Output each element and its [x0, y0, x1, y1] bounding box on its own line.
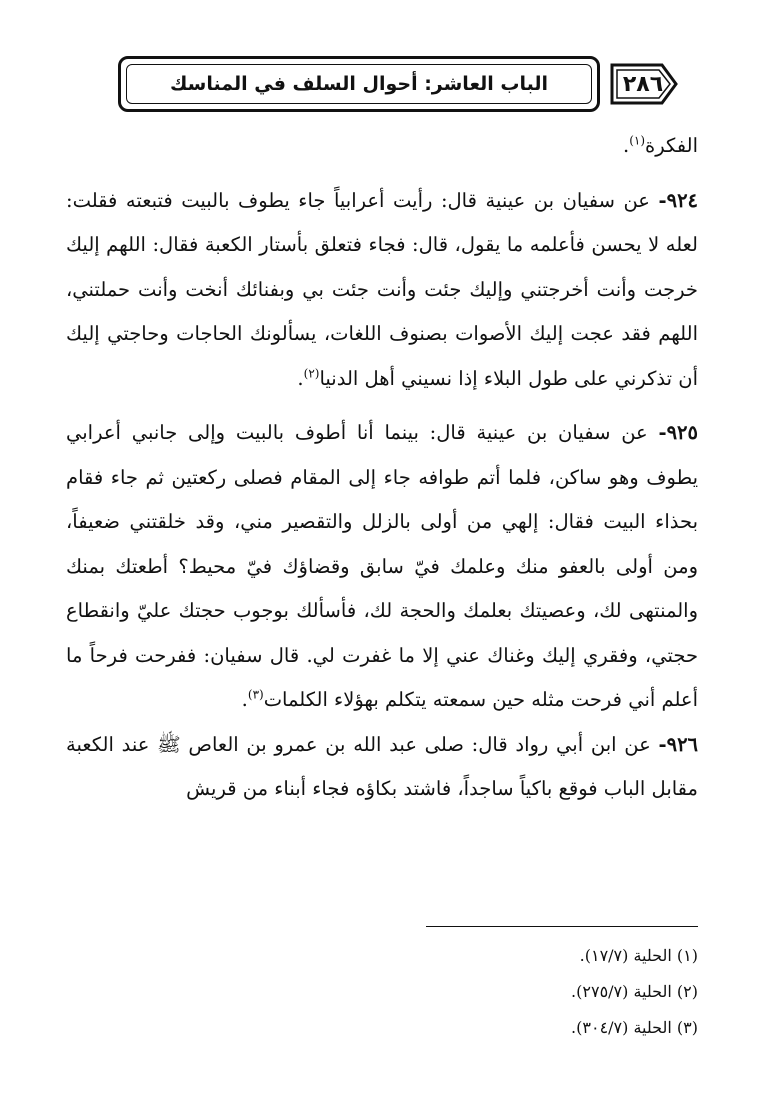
narration-number: ٩٢٦- — [658, 732, 699, 756]
narration-number: ٩٢٥- — [658, 421, 698, 444]
chapter-title-frame — [118, 56, 600, 112]
footnote-divider — [426, 926, 698, 927]
paragraph-text: عند الكعبة مقابل الباب فوقع باكياً ساجداً، فاشتد بكاؤه فجاء أبناء من قريش — [66, 732, 698, 800]
paragraph-continuation: الفكرة$^{(١)}$. — [623, 133, 698, 157]
footnote-ref: (١) — [629, 133, 646, 148]
footnote: (١) الحلية (١٧/٧). — [579, 946, 698, 965]
narration-number: ٩٢٤- — [658, 188, 699, 212]
narration-925: ٩٢٥- عن سفيان بن عينية قال: بينما أنا أطوف بالبيت وإلى جانبي أعرابي يطوف وهو ساكن، فلما أتم طوافه جاء إلى المقام فصلى ركعتين ثم جاء فقام بحذاء البيت فقال: إلهي من أولى بالزلل والتقصير مني، وقد خلقتني ضعيفاً، ومن أولى بالعفو منك وعلمك فيّ سابق وقضاؤك فيّ محيط؟ أطعتك بمنك والمنتهى لك، وعصيتك بعلمك والحجة لك، فأسألك بوجوب حجتك عليّ وانقطاع حجتي، وفقري إليك وغناك عني إلا ما غفرت لي. قال سفيان: ففرحت فرحاً ما أعلم أني فرحت مثله حين سمعته يتكلم بهؤلاء الكلمات$^{(٣)}$. — [66, 421, 698, 711]
chapter-title: الباب العاشر: أحوال السلف في المناسك — [126, 64, 592, 104]
narration-924: ٩٢٤- عن سفيان بن عينية قال: رأيت أعرابياً جاء يطوف بالبيت فتبعته فقلت: لعله لا يحسن فأعلمه ما يقول، قال: فجاء فتعلق بأستار الكعبة فقال: اللهم إليك خرجت وأنت أخرجتني وإليك جئت وأنت جئت بي وبفنائك أنخت وأنت حملتني، اللهم فقد عجت إليك الأصوات بصنوف اللغات، يسألونك الحاجات وحاجتي إليك أن تذكرني على طول البلاء إذا نسيني أهل الدنيا$^{(٢)}$. — [66, 188, 699, 390]
footnote: (٢) الحلية (٢٧٥/٧). — [571, 982, 698, 1001]
footnote-ref: (٣) — [247, 687, 264, 702]
page-header — [118, 56, 693, 116]
narration-926 — [66, 723, 698, 812]
paragraph-text: عن ابن أبي رواد قال: صلى عبد الله بن عمرو بن العاص — [188, 732, 651, 756]
paragraph-text: عن سفيان بن عينية قال: بينما أنا أطوف بالبيت وإلى جانبي أعرابي يطوف وهو ساكن، فلما أتم طوافه جاء إلى المقام فصلى ركعتين ثم جاء فقام بحذاء البيت فقال: إلهي من أولى بالزلل والتقصير مني، وقد خلقتني ضعيفاً، ومن أولى بالعفو منك وعلمك فيّ سابق وقضاؤك فيّ محيط؟ أطعتك بمنك والمنتهى لك، وعصيتك بعلمك والحجة لك، فأسألك بوجوب حجتك عليّ وانقطاع حجتي، وفقري إليك وغناك عني إلا ما غفرت لي. قال سفيان: ففرحت فرحاً ما أعلم أني فرحت مثله حين سمعته يتكلم بهؤلاء الكلمات — [66, 421, 698, 711]
paragraph-text: الفكرة — [645, 134, 698, 157]
footnotes — [66, 938, 698, 1046]
page-number: ٢٨٦ — [622, 71, 664, 97]
page-body — [66, 124, 698, 812]
footnote-ref: (٢) — [303, 366, 320, 380]
page-number-badge — [606, 62, 680, 106]
footnote: (٣) الحلية (٣٠٤/٧). — [571, 1018, 698, 1037]
honorific-symbol: ﷺ — [157, 732, 181, 756]
paragraph-text: عن سفيان بن عينية قال: رأيت أعرابياً جاء يطوف بالبيت فتبعته فقلت: لعله لا يحسن فأعلمه ما يقول، قال: فجاء فتعلق بأستار الكعبة فقال: اللهم إليك خرجت وأنت أخرجتني وإليك جئت وأنت جئت بي وبفنائك أنخت وأنت حملتني، اللهم فقد عجت إليك الأصوات بصنوف اللغات، يسألونك الحاجات وحاجتي إليك أن تذكرني على طول البلاء إذا نسيني أهل الدنيا — [66, 188, 698, 390]
